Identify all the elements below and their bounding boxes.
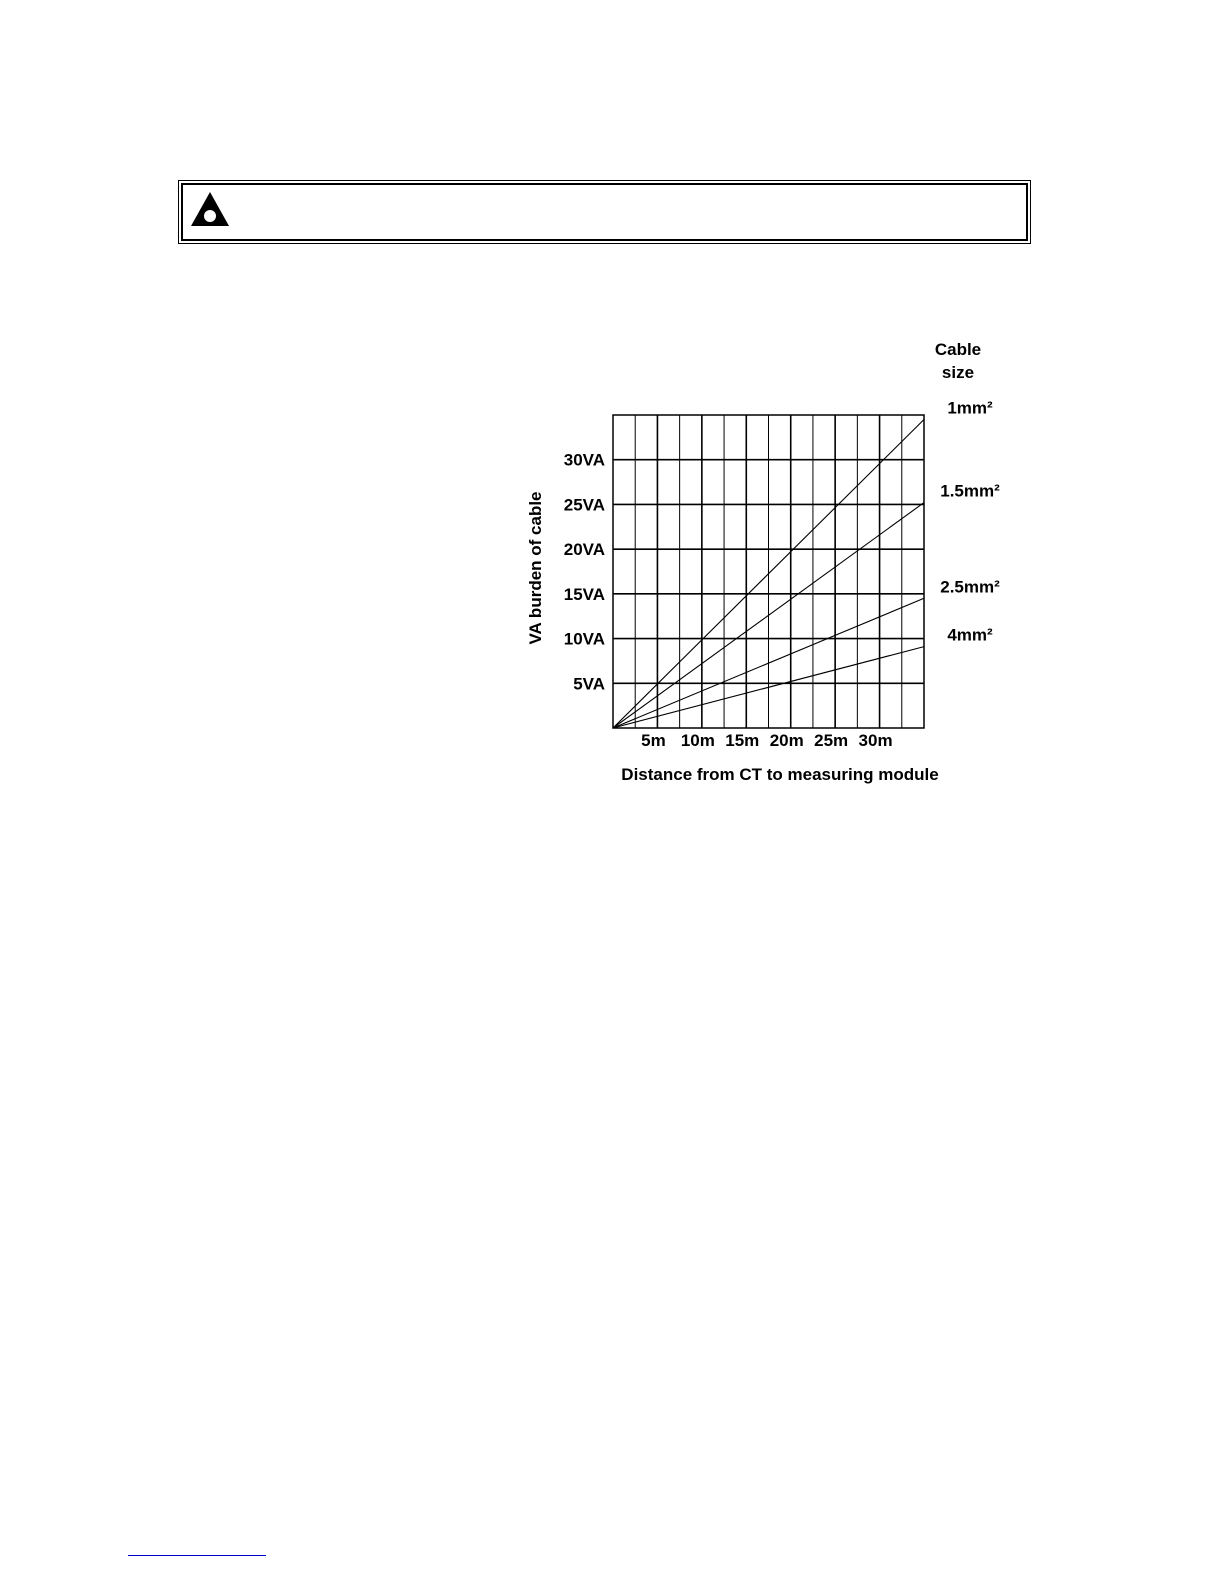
x-tick-label: 15m [725, 731, 760, 750]
y-tick-label: 30VA [563, 450, 605, 470]
legend-title-line-2: size [941, 363, 975, 382]
x-tick-label: 25m [814, 731, 849, 750]
x-tick-label: 30m [858, 731, 893, 750]
footer-link-underline [128, 1555, 266, 1556]
series-label-1: 1.5mm² [940, 481, 1000, 501]
legend-title-line-1: Cable [934, 340, 982, 359]
x-tick-label: 5m [641, 731, 666, 750]
y-tick-label: 25VA [563, 495, 605, 515]
series-label-3: 4mm² [947, 625, 993, 645]
x-axis-label: Distance from CT to measuring module [621, 765, 939, 784]
y-tick-label: 5VA [573, 674, 605, 694]
y-tick-label: 15VA [563, 584, 605, 604]
chart-series [613, 398, 1000, 728]
x-tick-label: 20m [769, 731, 804, 750]
series-label-0: 1mm² [947, 398, 993, 418]
y-tick-label: 20VA [563, 540, 605, 560]
x-tick-label: 10m [680, 731, 715, 750]
y-axis-label: VA burden of cable [526, 491, 545, 645]
y-tick-label: 10VA [563, 629, 605, 649]
series-label-2: 2.5mm² [940, 577, 1000, 597]
